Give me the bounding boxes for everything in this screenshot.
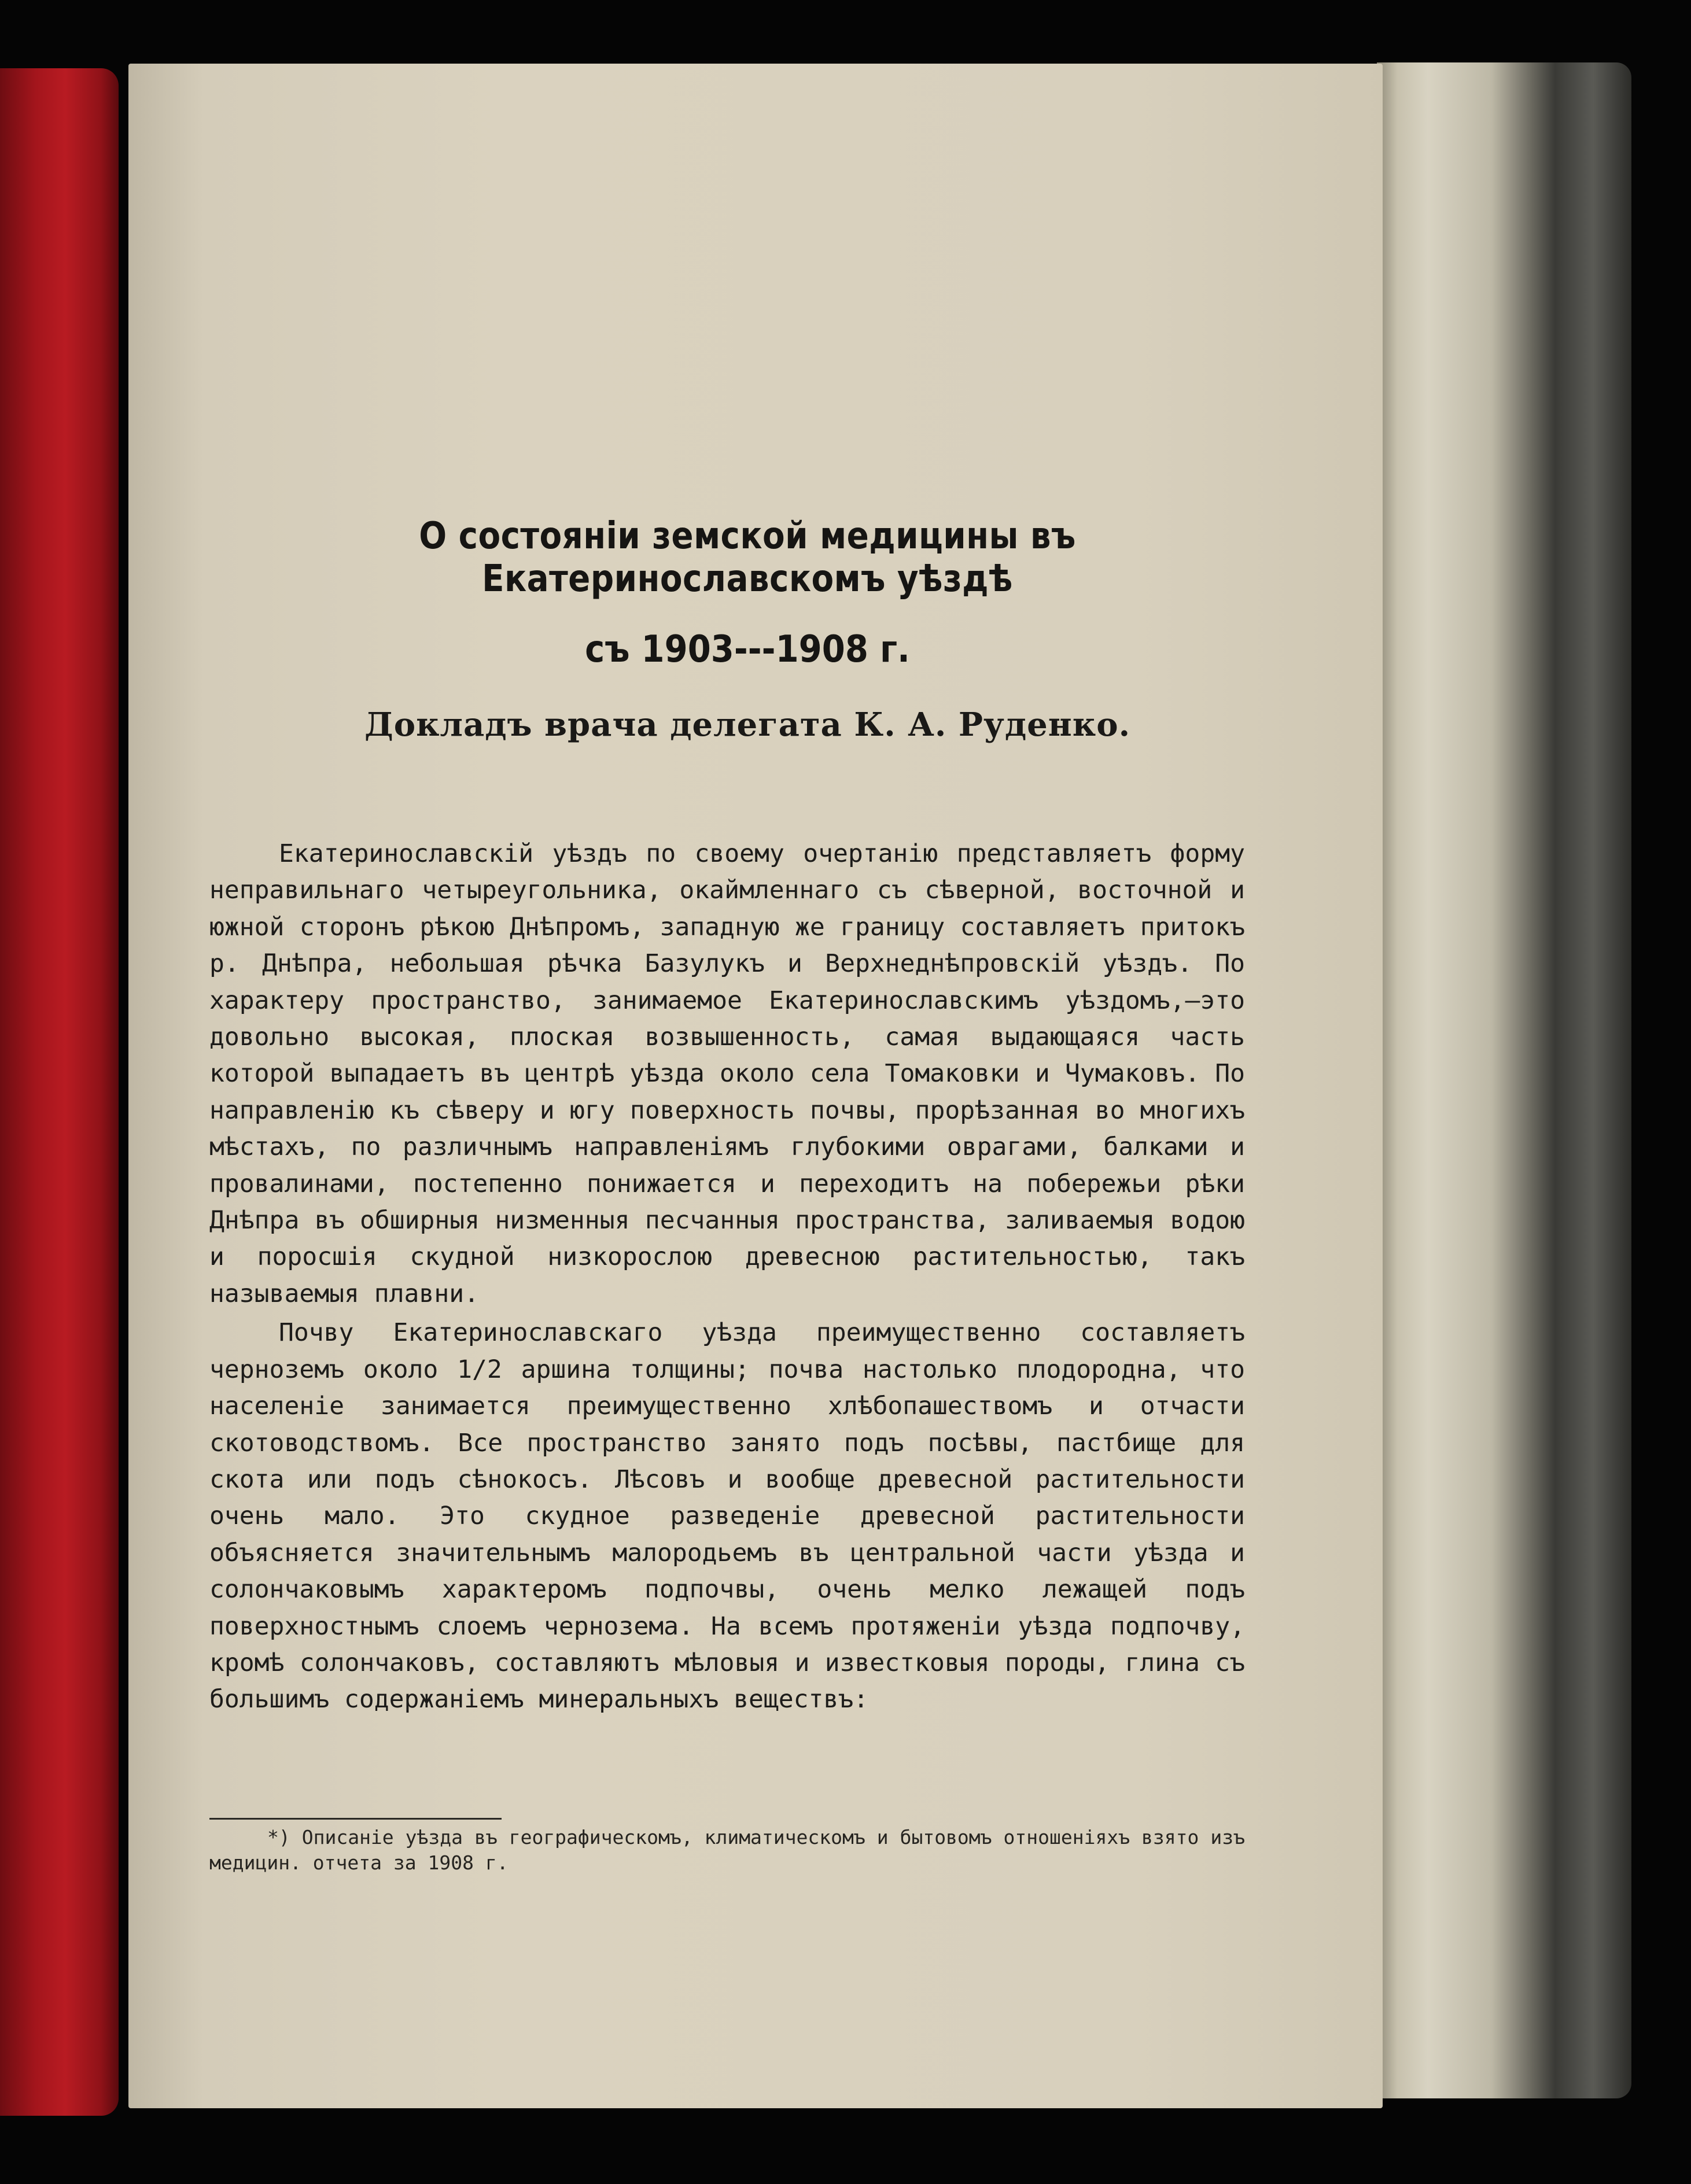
- footnote-rule: [209, 1818, 502, 1820]
- report-author-subtitle: Докладъ врача делегата К. А. Руденко.: [364, 706, 1131, 744]
- title-line-2: съ 1903---1908 г.: [585, 628, 910, 671]
- document-title: [204, 515, 1291, 671]
- book-page: [128, 64, 1383, 2108]
- footnote: *) Описанiе уѣзда въ географическомъ, климатическомъ и бытовомъ отношенiяхъ взято изъ медицин. отчета за 1908 г.: [209, 1826, 1245, 1874]
- paragraph-2: Почву Екатеринославскаго уѣзда преимущественно составляетъ черноземъ около 1/2 аршина толщины; почва настолько плодородна, что населенiе занимается преимущественно хлѣбопашествомъ и отчасти скотоводствомъ. Все пространство занято подъ посѣвы, пастбище для скота или подъ сѣнокосъ. Лѣсовъ и вообще древесной растительности очень мало. Это скудное разведенiе древесной растительности объясняется значительнымъ малородьемъ въ центральной части уѣзда и солончаковымъ характеромъ подпочвы, очень мелко лежащей подъ поверхностнымъ слоемъ чернозема. На всемъ протяженiи уѣзда подпочву, кромѣ солончаковъ, составляютъ мѣловыя и известковыя породы, глина съ большимъ содержанiемъ минеральныхъ веществъ:: [209, 1318, 1245, 1714]
- title-line-1: О состоянiи земской медицины въ Екатеринославскомъ уѣздѣ: [419, 515, 1076, 600]
- body-text: [209, 836, 1245, 1718]
- red-book-cover-edge: [0, 68, 119, 2116]
- paragraph-1: Екатеринославскiй уѣздъ по своему очертанiю представляетъ форму неправильнаго четыреугольника, окаймленнаго съ сѣверной, восточной и южной сторонъ рѣкою Днѣпромъ, западную же границу составляетъ притокъ р. Днѣпра, небольшая рѣчка Базулукъ и Верхнеднѣпровскiй уѣздъ. По характеру пространство, занимаемое Екатеринославскимъ уѣздомъ,—это довольно высокая, плоская возвышенность, самая выдающаяся часть которой выпадаетъ въ центрѣ уѣзда около села Томаковки и Чумаковъ. По направленiю къ сѣверу и югу поверхность почвы, прорѣзанная во многихъ мѣстахъ, по различнымъ направленiямъ глубокими оврагами, балками и провалинами, постепенно понижается и переходитъ на побережьи рѣки Днѣпра въ обширныя низменныя песчанныя пространства, заливаемыя водою и поросшiя скудной низкорослою древесною растительностью, такъ называемыя плавни.: [209, 839, 1245, 1308]
- book-page-edges: [1377, 62, 1631, 2098]
